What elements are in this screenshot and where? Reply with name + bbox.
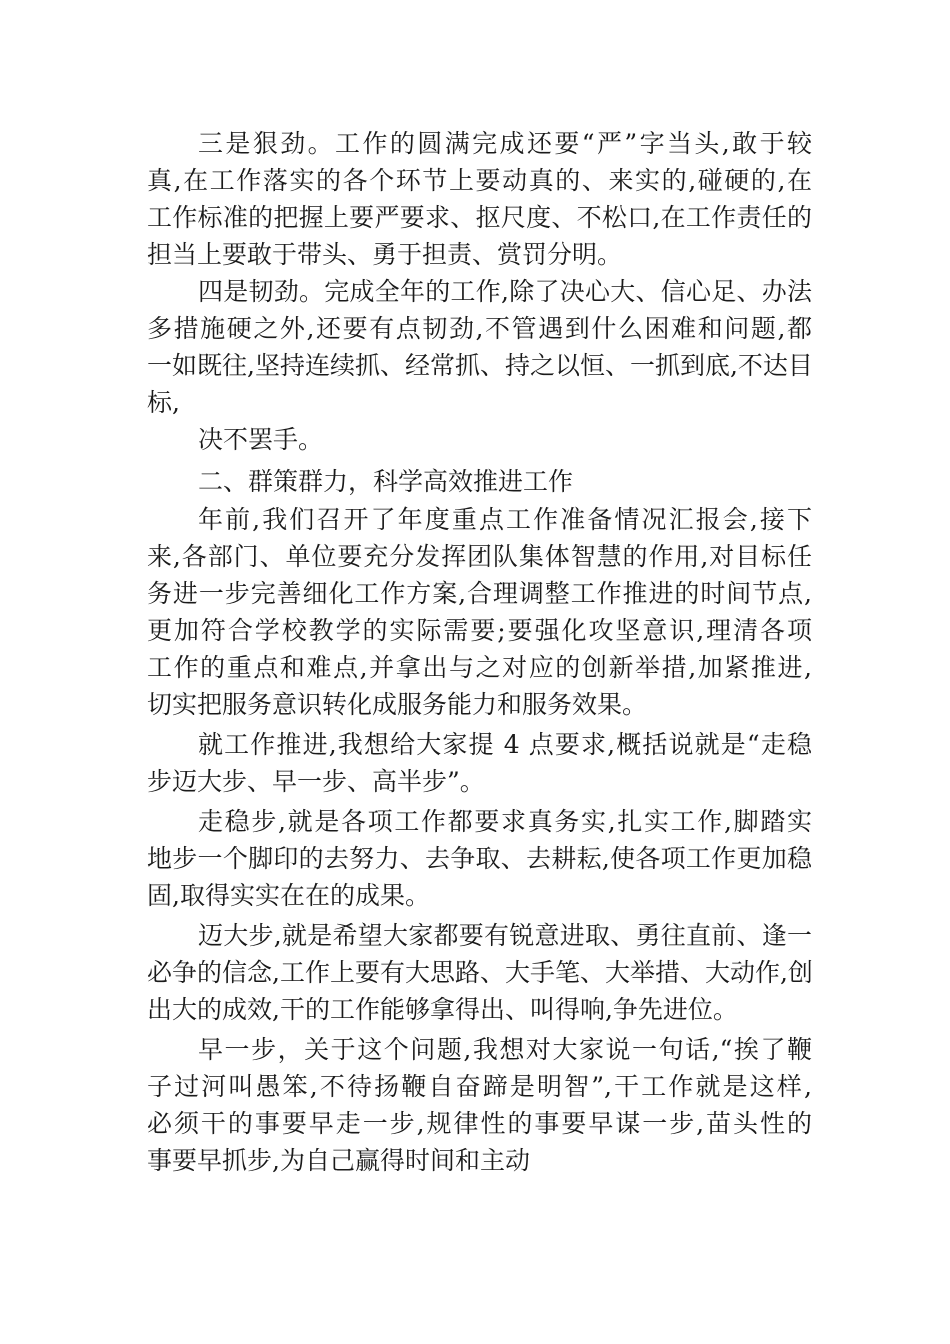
paragraph-line: 决不罢手。 [198,425,324,454]
paragraph-line: 就工作推进,我想给大家提 4 点要求,概括说就是“走稳 [198,730,812,759]
paragraph-line: 事要早抓步,为自己赢得时间和主动 [147,1146,530,1175]
paragraph-line: 固,取得实实在在的成果。 [147,881,430,910]
paragraph-line: 年前,我们召开了年度重点工作准备情况汇报会,接下 [198,505,812,534]
paragraph-line: 地步一个脚印的去努力、去争取、去耕耘,使各项工作更加稳 [147,844,812,873]
paragraph-line: 来,各部门、单位要充分发挥团队集体智慧的作用,对目标任 [147,542,812,571]
paragraph-line: 工作的重点和难点,并拿出与之对应的创新举措,加紧推进, [147,653,812,682]
paragraph-line: 三是狠劲。工作的圆满完成还要“严”字当头,敢于较 [198,129,812,158]
paragraph-line: 迈大步,就是希望大家都要有锐意进取、勇往直前、逢一 [198,921,812,950]
paragraph-line: 四是韧劲。完成全年的工作,除了决心大、信心足、办法 [198,277,812,306]
paragraph-line: 一如既往,坚持连续抓、经常抓、持之以恒、一抓到底,不达目 [147,351,813,380]
paragraph-line: 子过河叫愚笨,不待扬鞭自奋蹄是明智”,干工作就是这样, [147,1072,812,1101]
paragraph-line: 工作标准的把握上要严要求、抠尺度、不松口,在工作责任的 [147,203,812,232]
section-heading: 二、群策群力，科学高效推进工作 [198,467,574,496]
paragraph-line: 步迈大步、早一步、高半步”。 [147,767,485,796]
paragraph-line: 真,在工作落实的各个环节上要动真的、来实的,碰硬的,在 [147,166,812,195]
paragraph-line: 早一步，关于这个问题,我想对大家说一句话,“挨了鞭 [198,1035,812,1064]
paragraph-line: 出大的成效,干的工作能够拿得出、叫得响,争先进位。 [147,995,738,1024]
paragraph-line: 务进一步完善细化工作方案,合理调整工作推进的时间节点, [147,579,812,608]
paragraph-line: 必须干的事要早走一步,规律性的事要早谋一步,苗头性的 [147,1109,812,1138]
paragraph-line: 必争的信念,工作上要有大思路、大手笔、大举措、大动作,创 [147,958,813,987]
paragraph-line: 切实把服务意识转化成服务能力和服务效果。 [147,690,648,719]
paragraph-line: 多措施硬之外,还要有点韧劲,不管遇到什么困难和问题,都 [147,314,812,343]
paragraph-line: 更加符合学校教学的实际需要;要强化攻坚意识,理清各项 [147,616,812,645]
paragraph-line: 担当上要敢于带头、勇于担责、赏罚分明。 [147,240,623,269]
paragraph-line: 走稳步,就是各项工作都要求真务实,扎实工作,脚踏实 [198,807,812,836]
paragraph-line: 标, [147,388,180,417]
